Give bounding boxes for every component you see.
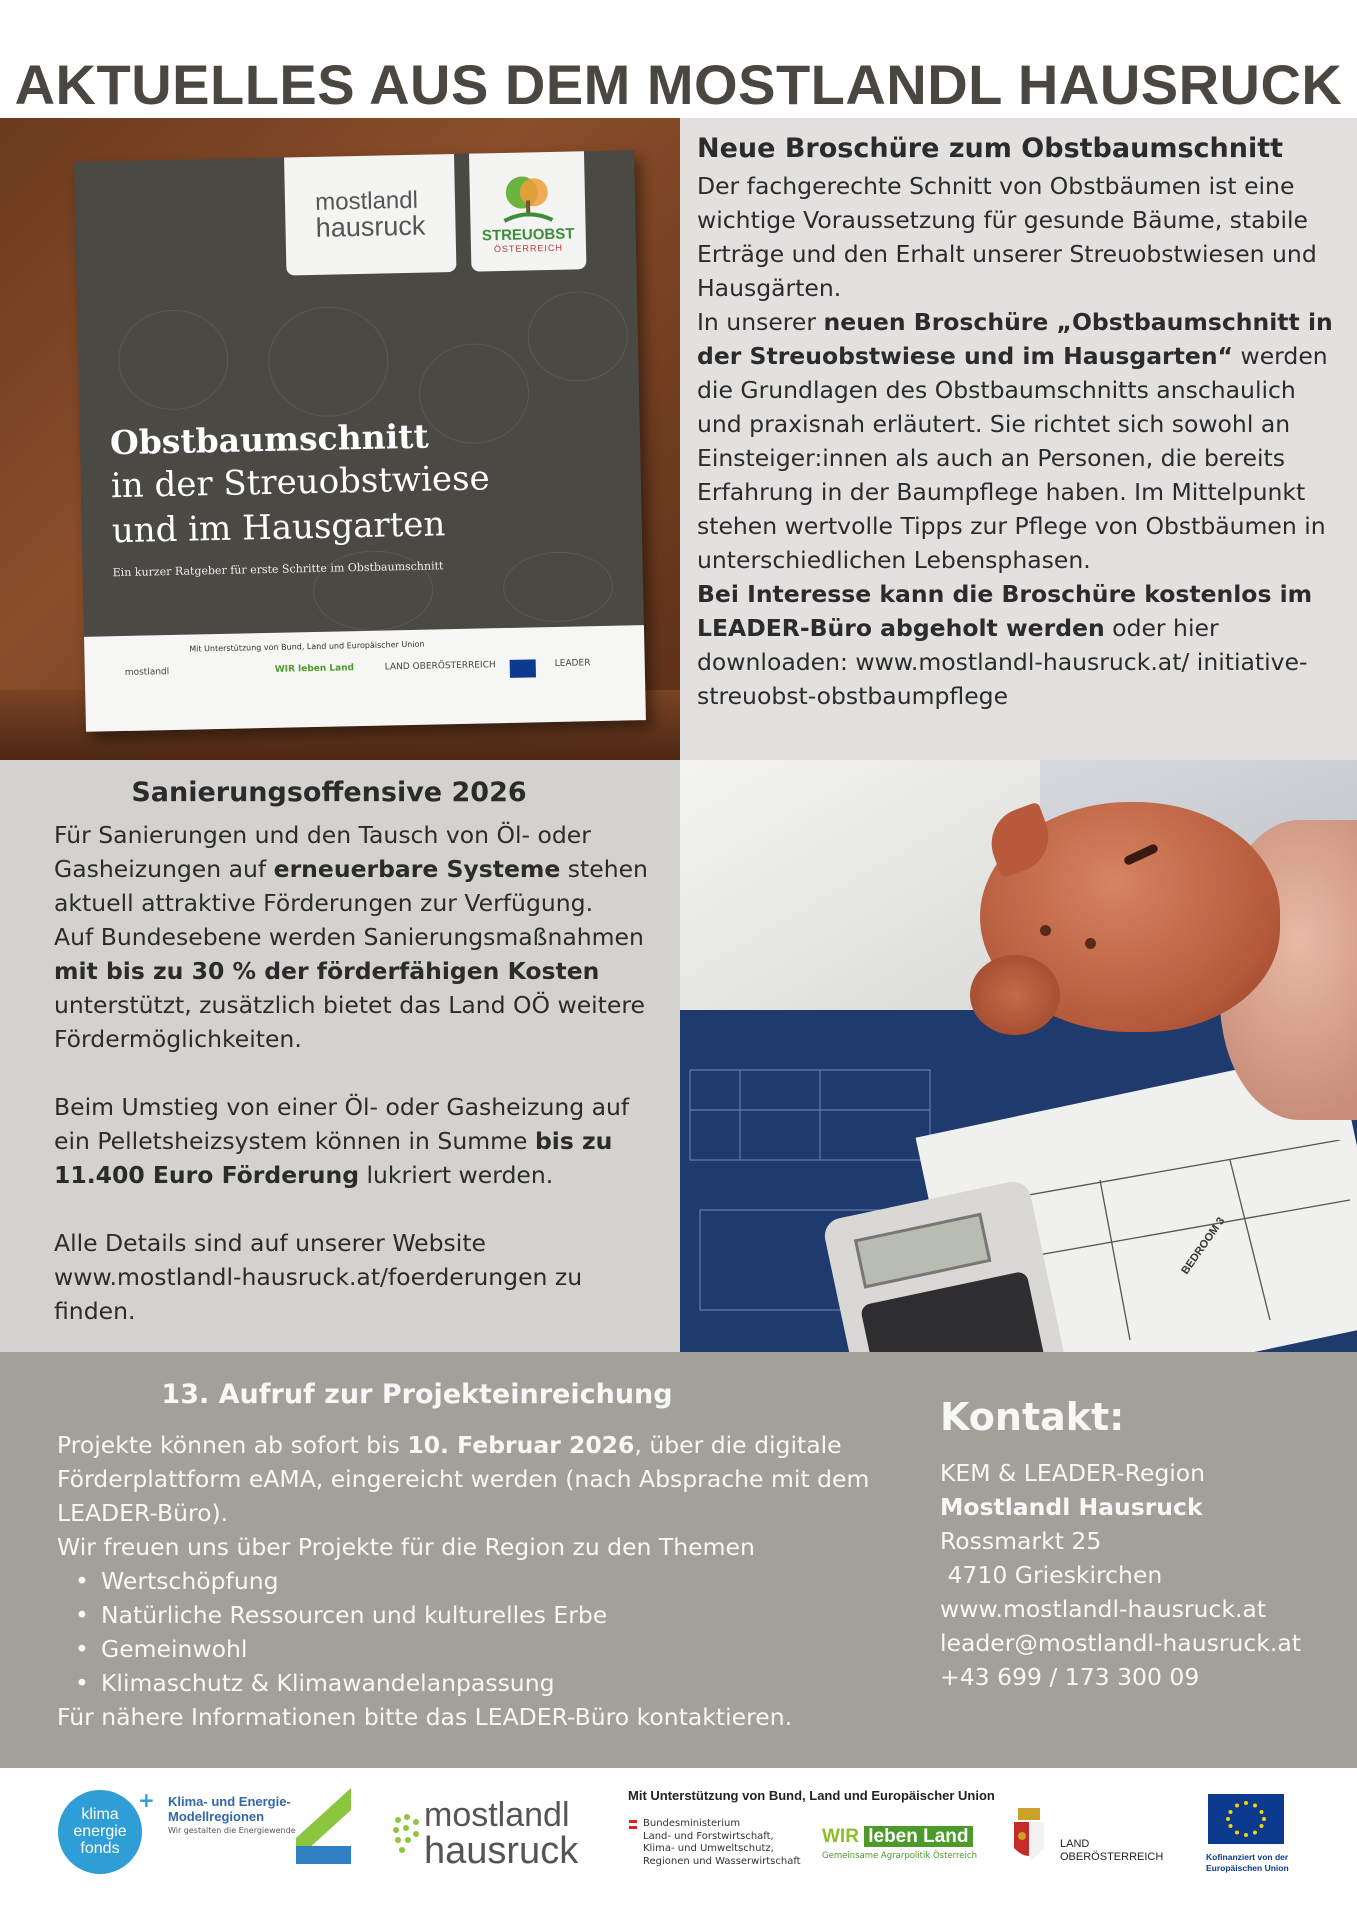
wir-leben-land-logo: WIR leben Land Gemeinsame Agrarpolitik Österreich bbox=[822, 1826, 977, 1861]
sanierung-article bbox=[54, 776, 664, 1362]
dots-icon bbox=[392, 1812, 422, 1856]
contact-street: Rossmarkt 25 bbox=[940, 1527, 1102, 1555]
klimafonds-logo: klima energie fonds bbox=[58, 1790, 142, 1874]
brochure-cover-subtitle: und im Hausgarten bbox=[111, 504, 446, 552]
contact-website[interactable]: www.mostlandl-hausruck.at bbox=[940, 1595, 1267, 1623]
support-title: Mit Unterstützung von Bund, Land und Europäischer Union bbox=[628, 1788, 995, 1803]
paragraph: Der fachgerechte Schnitt von Obstbäumen ist eine wichtige Voraussetzung für gesunde Bäume, stabile Erträge und den Erhalt unserer Streuobstwiesen und Hausgärten. bbox=[697, 172, 1317, 302]
projekt-article bbox=[57, 1378, 917, 1734]
paragraph: Beim Umstieg von einer Öl- oder Gasheizung auf ein Pelletsheizsystem können in Summe bis zu 11.400 Euro Förderung lukriert werden. bbox=[54, 1093, 630, 1189]
kem-tagline: Wir gestalten die Energiewende bbox=[168, 1826, 296, 1835]
austria-flag-icon bbox=[629, 1820, 637, 1829]
streuobst-logo: STREUOBST ÖSTERREICH bbox=[469, 151, 586, 271]
paragraph: Auf Bundesebene werden Sanierungsmaßnahmen mit bis zu 30 % der förderfähigen Kosten unterstützt, zusätzlich bietet das Land OÖ weitere Fördermöglichkeiten. bbox=[54, 923, 645, 1053]
brochure-cover-subtitle: in der Streuobstwiese bbox=[110, 458, 490, 507]
list-item: • Wertschöpfung bbox=[57, 1564, 917, 1598]
photo-label: BEDROOM 3 bbox=[1179, 1215, 1228, 1277]
mostlandl-logo: mostlandl hausruck bbox=[284, 154, 456, 276]
land-ooe-logo: LAND OBERÖSTERREICH bbox=[1060, 1838, 1164, 1863]
kem-shape-icon bbox=[296, 1788, 356, 1868]
paragraph: In unserer neuen Broschüre „Obstbaumschnitt in der Streuobstwiese und im Hausgarten“ werden die Grundlagen des Obstbaumschnitts anschaulich und praxisnah erläutert. Sie richtet sich sowohl an Einsteiger:innen als auch an Personen, die bereits Erfahrung in der Baumpflege haben. Im Mittelpunkt stehen wertvolle Tipps zur Pflege von Obstbäumen in unterschiedlichen Lebensphasen. bbox=[697, 308, 1333, 574]
tree-icon bbox=[499, 169, 556, 226]
crest-icon bbox=[1012, 1808, 1046, 1866]
topic-list bbox=[57, 1564, 917, 1700]
section-heading: Sanierungsoffensive 2026 bbox=[131, 777, 527, 808]
eu-cofinanced-label: Kofinanziert von der Europäischen Union bbox=[1206, 1852, 1289, 1873]
brochure-cover-title: Obstbaumschnitt bbox=[109, 416, 430, 463]
piggy-bank-photo bbox=[680, 760, 1357, 1352]
footer-logos bbox=[0, 1768, 1357, 1920]
paragraph: Für Sanierungen und den Tausch von Öl- oder Gasheizungen auf erneuerbare Systeme stehen aktuell attraktive Förderungen zur Verfügung. bbox=[54, 821, 648, 917]
section-heading: 13. Aufruf zur Projekteinreichung bbox=[161, 1379, 673, 1410]
paragraph: Für nähere Informationen bitte das LEADER-Büro kontaktieren. bbox=[57, 1703, 793, 1731]
brochure-cover bbox=[74, 150, 646, 732]
brochure-cover-tagline: Ein kurzer Ratgeber für erste Schritte im Obstbaumschnitt bbox=[112, 559, 444, 580]
paragraph: Wir freuen uns über Projekte für die Region zu den Themen bbox=[57, 1533, 755, 1561]
contact-email[interactable]: leader@mostlandl-hausruck.at bbox=[940, 1629, 1302, 1657]
list-item: • Gemeinwohl bbox=[57, 1632, 917, 1666]
brochure-cover-footer: Mit Unterstützung von Bund, Land und Europäischer Union mostlandl WIR leben Land LAND OBERÖSTERREICH LEADER bbox=[84, 625, 646, 732]
page-title: AKTUELLES AUS DEM MOSTLANDL HAUSRUCK bbox=[14, 53, 1343, 116]
contact-phone[interactable]: +43 699 / 173 300 09 bbox=[940, 1663, 1200, 1691]
paragraph: Alle Details sind auf unserer Website www.mostlandl-hausruck.at/foerderungen zu finden. bbox=[54, 1229, 583, 1325]
ministry-logo: Bundesministerium Land- und Forstwirtschaft, Klima- und Umweltschutz, Regionen und Wasserwirtschaft bbox=[643, 1818, 801, 1867]
plus-icon: + bbox=[138, 1788, 155, 1812]
contact-city: 4710 Grieskirchen bbox=[940, 1561, 1163, 1589]
contact-org: KEM & LEADER-Region bbox=[940, 1459, 1206, 1487]
list-item: • Klimaschutz & Klimawandelanpassung bbox=[57, 1666, 917, 1700]
section-heading: Neue Broschüre zum Obstbaumschnitt bbox=[697, 133, 1284, 164]
kem-logo: Klima- und Energie- Modellregionen bbox=[168, 1794, 291, 1824]
paragraph: Projekte können ab sofort bis 10. Februar 2026, über die digitale Förderplattform eAMA, eingereicht werden (nach Absprache mit dem LEADER-Büro). bbox=[57, 1431, 870, 1527]
mostlandl-footer-logo: mostlandl hausruck bbox=[392, 1798, 578, 1870]
eu-flag-icon bbox=[1208, 1794, 1284, 1844]
brochure-article bbox=[697, 132, 1342, 713]
brochure-photo bbox=[0, 118, 680, 760]
paragraph: Bei Interesse kann die Broschüre kostenlos im LEADER-Büro abgeholt werden oder hier downloaden: www.mostlandl-hausruck.at/ initiative-streuobst-obstbaumpflege bbox=[697, 580, 1313, 710]
contact-org-name: Mostlandl Hausruck bbox=[940, 1493, 1203, 1521]
list-item: • Natürliche Ressourcen und kulturelles Erbe bbox=[57, 1598, 917, 1632]
contact-block bbox=[940, 1395, 1340, 1694]
contact-title: Kontakt: bbox=[940, 1395, 1125, 1439]
